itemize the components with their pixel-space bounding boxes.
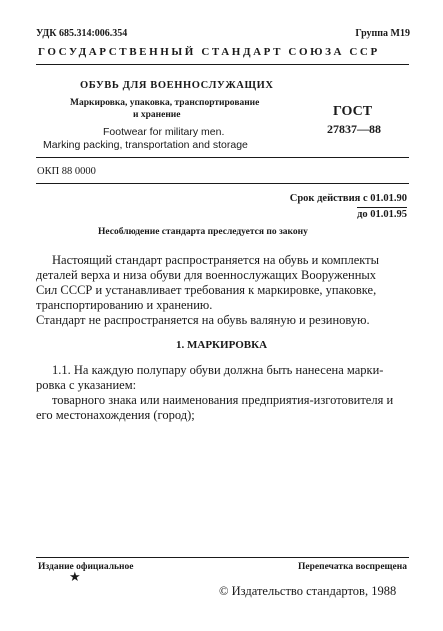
section-heading: 1. МАРКИРОВКА xyxy=(176,339,268,351)
standard-title: ГОСУДАРСТВЕННЫЙ СТАНДАРТ СОЮЗА ССР xyxy=(38,46,380,58)
section-line-1: 1.1. На каждую полупару обуви должна быть нанесена марки- xyxy=(52,363,384,377)
gost-label: ГОСТ xyxy=(333,104,373,119)
section-line-2: ровка с указанием: xyxy=(36,378,137,392)
official-edition: Издание официальное xyxy=(38,562,134,572)
law-notice: Несоблюдение стандарта преследуется по закону xyxy=(98,227,308,237)
header-divider xyxy=(36,64,409,65)
section-line-3: товарного знака или наименования предприятия-изготовителя и xyxy=(52,393,394,407)
intro-line-2: деталей верха и низа обуви для военнослужащих Вооруженных xyxy=(36,268,377,282)
title-en-line1: Footwear for military men. xyxy=(103,126,225,138)
validity-end: до 01.01.95 xyxy=(357,209,407,220)
gost-number: 27837—88 xyxy=(327,122,381,136)
footer-divider xyxy=(36,557,409,558)
intro-line-4: транспортированию и хранению. xyxy=(36,298,213,312)
section-line-4: его местонахождения (город); xyxy=(36,408,195,422)
intro-line-5: Стандарт не распространяется на обувь валяную и резиновую. xyxy=(36,313,370,327)
intro-line-3: Сил СССР и устанавливает требования к маркировке, упаковке, xyxy=(36,283,377,297)
okp-code: ОКП 88 0000 xyxy=(37,166,96,177)
title-en-line2: Marking packing, transportation and storage xyxy=(43,139,248,151)
udk-code: УДК 685.314:006.354 xyxy=(36,28,128,39)
reprint-prohibited: Перепечатка воспрещена xyxy=(297,562,407,572)
title-ru: ОБУВЬ ДЛЯ ВОЕННОСЛУЖАЩИХ xyxy=(80,80,274,91)
subtitle-ru-line2: и хранение xyxy=(133,110,181,120)
group-code: Группа М19 xyxy=(355,28,410,39)
okp-divider xyxy=(36,183,409,184)
validity-start: Срок действия с 01.01.90 xyxy=(289,193,407,204)
title-divider xyxy=(36,157,409,158)
subtitle-ru-line1: Маркировка, упаковка, транспортирование xyxy=(70,98,260,108)
copyright: © Издательство стандартов, 1988 xyxy=(219,584,397,598)
intro-line-1: Настоящий стандарт распространяется на обувь и комплекты xyxy=(52,253,380,267)
star-icon: ★ xyxy=(69,569,81,584)
